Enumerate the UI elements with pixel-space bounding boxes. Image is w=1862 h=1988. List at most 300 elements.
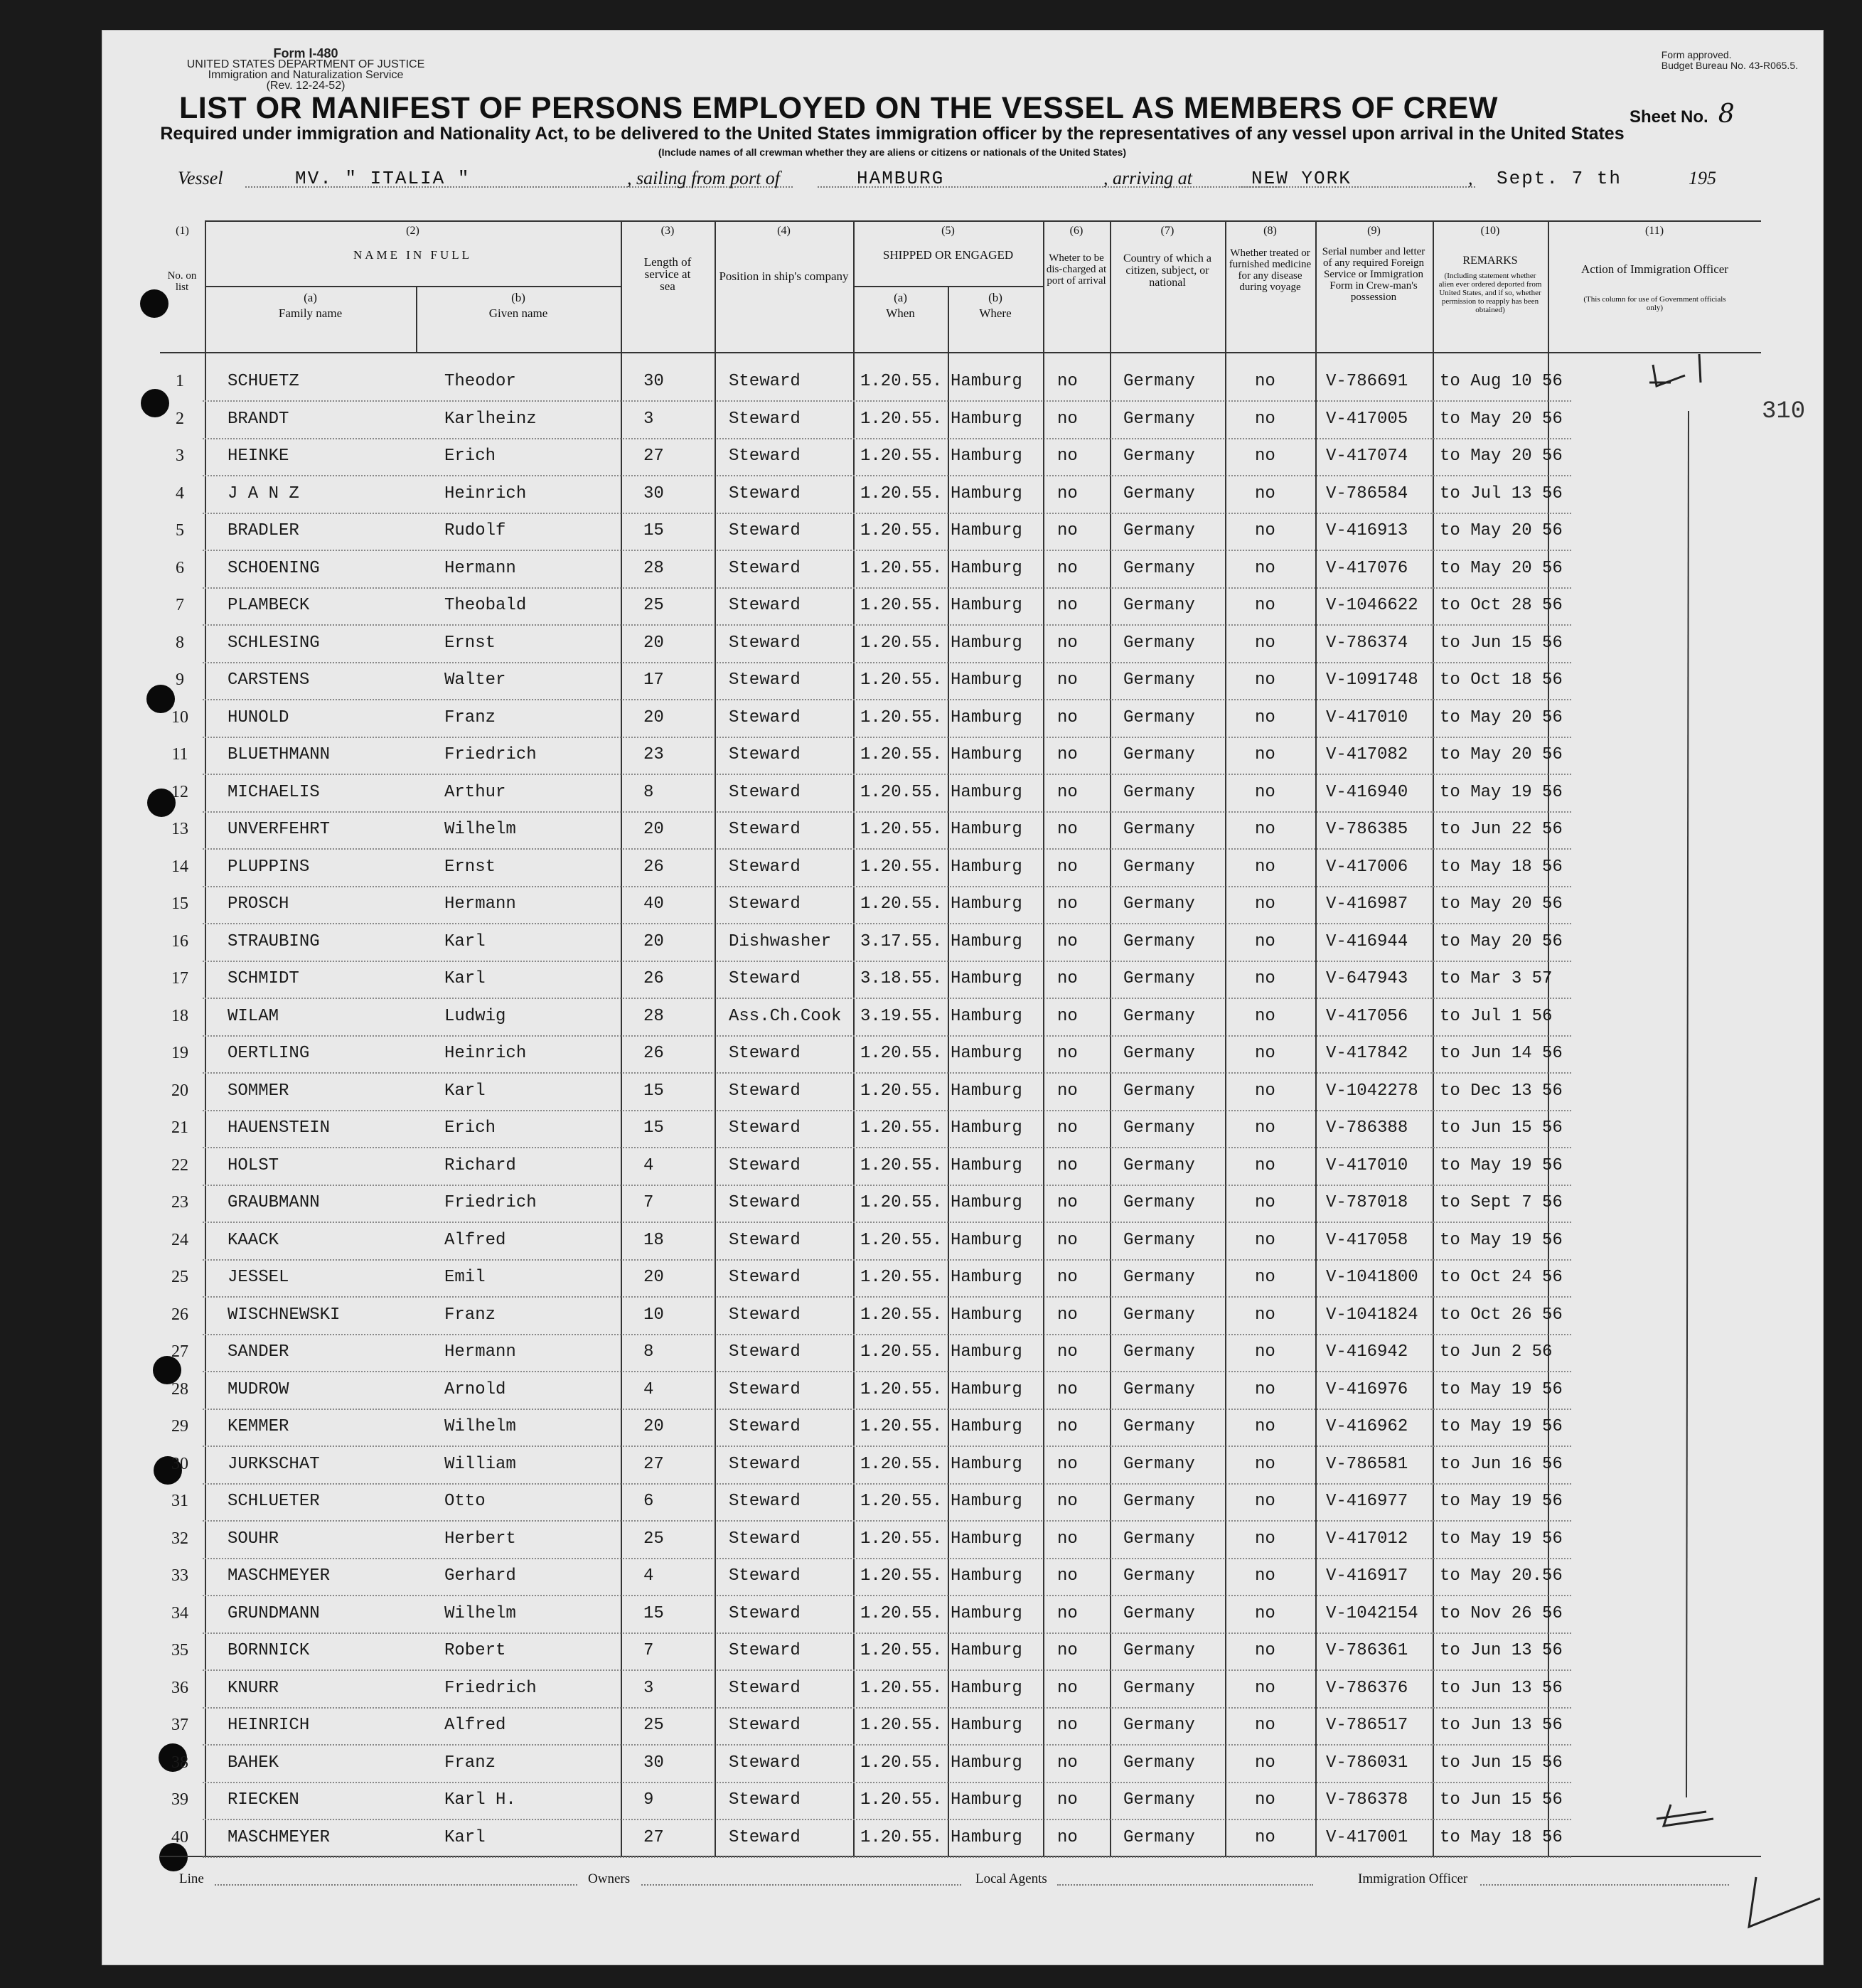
cell-position: Steward	[729, 521, 801, 540]
cell-family: BAHEK	[228, 1753, 279, 1773]
cell-med: no	[1255, 1155, 1275, 1175]
cell-disch: no	[1057, 1417, 1078, 1436]
cell-when: 1.20.55.	[860, 1566, 943, 1586]
cell-where: Hamburg	[951, 857, 1022, 877]
cell-serial: V-417012	[1326, 1529, 1408, 1549]
cell-when: 1.20.55.	[860, 1454, 943, 1474]
table-row	[160, 1598, 1799, 1636]
cell-med: no	[1255, 1716, 1275, 1735]
cell-family: UNVERFEHRT	[228, 820, 331, 839]
cell-serial: V-1042154	[1326, 1603, 1418, 1623]
col-num-7: (7)	[1160, 225, 1175, 237]
cell-position: Steward	[729, 1492, 801, 1511]
cell-med: no	[1255, 1827, 1275, 1847]
table-row	[160, 1038, 1799, 1076]
cell-remarks: to Jul 13 56	[1440, 483, 1563, 503]
cell-no: 38	[171, 1753, 188, 1772]
cell-position: Steward	[729, 1118, 801, 1138]
cell-disch: no	[1057, 447, 1078, 466]
vessel-label: Vessel	[178, 168, 223, 188]
cell-family: J A N Z	[228, 483, 299, 503]
table-row	[160, 1411, 1799, 1449]
header-position: Position in ship's company	[719, 269, 849, 283]
cell-med: no	[1255, 1305, 1275, 1325]
cell-when: 1.20.55.	[860, 633, 943, 653]
cell-where: Hamburg	[951, 1305, 1022, 1325]
cell-remarks: to May 19 56	[1440, 1492, 1563, 1511]
header-given-name: Given name	[488, 306, 548, 320]
cell-length: 20	[643, 931, 664, 951]
cell-remarks: to Nov 26 56	[1440, 1603, 1563, 1623]
cell-remarks: to Mar 3 57	[1440, 969, 1553, 988]
cell-position: Ass.Ch.Cook	[729, 1006, 842, 1026]
cell-no: 15	[171, 894, 188, 913]
table-row	[160, 479, 1799, 516]
table-row	[160, 1262, 1799, 1300]
footer-agents-label: Local Agents	[975, 1871, 1047, 1886]
sailing-label: , sailing from port of	[627, 168, 781, 188]
cell-remarks: to May 20 56	[1440, 521, 1563, 540]
cell-where: Hamburg	[951, 1753, 1022, 1773]
cell-length: 40	[643, 894, 664, 914]
cell-remarks: to May 20.56	[1440, 1566, 1563, 1586]
cell-when: 1.20.55.	[860, 558, 943, 578]
cell-position: Steward	[729, 1155, 801, 1175]
cell-length: 4	[643, 1566, 654, 1586]
cell-where: Hamburg	[951, 1492, 1022, 1511]
cell-family: BORNNICK	[228, 1641, 310, 1660]
cell-no: 9	[176, 670, 184, 689]
cell-country: Germany	[1123, 745, 1195, 764]
cell-remarks: to Jun 14 56	[1440, 1044, 1563, 1063]
cell-where: Hamburg	[951, 670, 1022, 690]
revision: (Rev. 12-24-52)	[266, 80, 346, 92]
cell-family: MUDROW	[228, 1379, 289, 1399]
cell-remarks: to May 18 56	[1440, 1827, 1563, 1847]
cell-family: KAACK	[228, 1230, 279, 1250]
cell-no: 16	[171, 931, 188, 951]
cell-no: 37	[171, 1716, 188, 1734]
cell-where: Hamburg	[951, 372, 1022, 391]
cell-remarks: to May 18 56	[1440, 857, 1563, 877]
cell-med: no	[1255, 1678, 1275, 1698]
table-row	[160, 1673, 1799, 1711]
cell-where: Hamburg	[951, 1006, 1022, 1026]
cell-no: 8	[176, 633, 184, 652]
service: Immigration and Naturalization Service	[208, 69, 404, 81]
cell-length: 15	[643, 1603, 664, 1623]
cell-where: Hamburg	[951, 1155, 1022, 1175]
cell-length: 20	[643, 820, 664, 839]
cell-country: Germany	[1123, 1492, 1195, 1511]
cell-where: Hamburg	[951, 820, 1022, 839]
cell-when: 1.20.55.	[860, 670, 943, 690]
cell-remarks: to May 20 56	[1440, 894, 1563, 914]
cell-country: Germany	[1123, 931, 1195, 951]
cell-length: 10	[643, 1305, 664, 1325]
cell-length: 20	[643, 1417, 664, 1436]
arrival-year: 195	[1689, 168, 1716, 188]
cell-position: Steward	[729, 857, 801, 877]
cell-no: 2	[176, 409, 184, 428]
cell-when: 1.20.55.	[860, 1827, 943, 1847]
cell-disch: no	[1057, 931, 1078, 951]
cell-country: Germany	[1123, 1342, 1195, 1362]
cell-serial: V-417010	[1326, 1155, 1408, 1175]
cell-position: Dishwasher	[729, 931, 832, 951]
cell-country: Germany	[1123, 558, 1195, 578]
cell-length: 30	[643, 372, 664, 391]
cell-no: 34	[171, 1603, 188, 1623]
cell-serial: V-417082	[1326, 745, 1408, 764]
cell-disch: no	[1057, 558, 1078, 578]
cell-position: Steward	[729, 1379, 801, 1399]
cell-disch: no	[1057, 1827, 1078, 1847]
cell-disch: no	[1057, 1155, 1078, 1175]
cell-position: Steward	[729, 1044, 801, 1063]
cell-serial: V-786385	[1326, 820, 1408, 839]
cell-where: Hamburg	[951, 1603, 1022, 1623]
cell-med: no	[1255, 1268, 1275, 1287]
cell-serial: V-1091748	[1326, 670, 1418, 690]
cell-length: 7	[643, 1641, 654, 1660]
cell-no: 10	[171, 707, 188, 727]
cell-family: BLUETHMANN	[228, 745, 331, 764]
cell-position: Steward	[729, 1827, 801, 1847]
cell-family: BRADLER	[228, 521, 299, 540]
arrival-date: Sept. 7 th	[1497, 168, 1622, 189]
cell-remarks: to Jun 15 56	[1440, 1753, 1563, 1773]
cell-where: Hamburg	[951, 1342, 1022, 1362]
cell-where: Hamburg	[951, 1529, 1022, 1549]
cell-given: Hermann	[444, 1342, 516, 1362]
cell-given: Franz	[444, 1305, 496, 1325]
cell-position: Steward	[729, 633, 801, 653]
cell-where: Hamburg	[951, 969, 1022, 988]
cell-position: Steward	[729, 483, 801, 503]
cell-when: 1.20.55.	[860, 1529, 943, 1549]
cell-where: Hamburg	[951, 1230, 1022, 1250]
cell-given: Wilhelm	[444, 1603, 516, 1623]
header-medicine: Whether treated or furnished medicine for any disease during voyage	[1229, 247, 1312, 293]
cell-country: Germany	[1123, 1081, 1195, 1101]
cell-country: Germany	[1123, 1603, 1195, 1623]
col-num-9: (9)	[1367, 225, 1381, 237]
col-num-1: (1)	[176, 225, 189, 237]
header-country: Country of which a citizen, subject, or national	[1123, 252, 1211, 289]
cell-no: 32	[171, 1529, 188, 1548]
table-row	[160, 441, 1799, 479]
cell-serial: V-786517	[1326, 1716, 1408, 1735]
table-row	[160, 889, 1799, 926]
cell-disch: no	[1057, 707, 1078, 727]
cell-given: Erich	[444, 447, 496, 466]
cell-family: PROSCH	[228, 894, 289, 914]
cell-disch: no	[1057, 1454, 1078, 1474]
cell-position: Steward	[729, 447, 801, 466]
cell-when: 1.20.55.	[860, 1641, 943, 1660]
header-length: Length of service at sea	[643, 255, 692, 293]
cell-when: 1.20.55.	[860, 409, 943, 429]
cell-when: 1.20.55.	[860, 707, 943, 727]
cell-disch: no	[1057, 1379, 1078, 1399]
cell-family: SANDER	[228, 1342, 289, 1362]
cell-serial: V-416913	[1326, 521, 1408, 540]
footer-officer-label: Immigration Officer	[1358, 1871, 1468, 1886]
footer-line-label: Line	[179, 1871, 204, 1886]
table-row	[160, 963, 1799, 1001]
cell-remarks: to May 19 56	[1440, 1529, 1563, 1549]
cell-disch: no	[1057, 1790, 1078, 1810]
cell-length: 20	[643, 1268, 664, 1287]
cell-disch: no	[1057, 1716, 1078, 1735]
cell-med: no	[1255, 1641, 1275, 1660]
cell-position: Steward	[729, 1678, 801, 1698]
cell-country: Germany	[1123, 1268, 1195, 1287]
cell-family: PLUPPINS	[228, 857, 310, 877]
cell-where: Hamburg	[951, 633, 1022, 653]
cell-position: Steward	[729, 1081, 801, 1101]
cell-length: 3	[643, 409, 654, 429]
cell-med: no	[1255, 707, 1275, 727]
cell-no: 12	[171, 782, 188, 801]
cell-country: Germany	[1123, 1529, 1195, 1549]
cell-no: 13	[171, 820, 188, 838]
cell-given: Wilhelm	[444, 820, 516, 839]
cell-when: 1.20.55.	[860, 782, 943, 802]
cell-disch: no	[1057, 1118, 1078, 1138]
cell-med: no	[1255, 1566, 1275, 1586]
cell-when: 1.20.55.	[860, 857, 943, 877]
cell-when: 1.20.55.	[860, 745, 943, 764]
header-serial: Serial number and letter of any required Foreign Service or Immigration Form in Crew-man's possession	[1322, 246, 1425, 303]
cell-disch: no	[1057, 1305, 1078, 1325]
cell-med: no	[1255, 558, 1275, 578]
cell-position: Steward	[729, 372, 801, 391]
cell-no: 1	[176, 372, 184, 390]
cell-disch: no	[1057, 596, 1078, 615]
arrival-port: NEW YORK	[1251, 168, 1352, 189]
cell-where: Hamburg	[951, 931, 1022, 951]
cell-given: Karl	[444, 931, 486, 951]
cell-disch: no	[1057, 372, 1078, 391]
cell-serial: V-417005	[1326, 409, 1408, 429]
cell-disch: no	[1057, 894, 1078, 914]
cell-where: Hamburg	[951, 596, 1022, 615]
cell-country: Germany	[1123, 409, 1195, 429]
cell-serial: V-416917	[1326, 1566, 1408, 1586]
header-where-b: (b)	[988, 291, 1002, 304]
col-num-2: (2)	[406, 225, 419, 237]
col-num-6: (6)	[1069, 225, 1084, 237]
cell-length: 23	[643, 745, 664, 764]
cell-when: 1.20.55.	[860, 1230, 943, 1250]
cell-med: no	[1255, 1081, 1275, 1101]
cell-serial: V-786388	[1326, 1118, 1408, 1138]
cell-position: Steward	[729, 1790, 801, 1810]
cell-disch: no	[1057, 1081, 1078, 1101]
cell-no: 23	[171, 1193, 188, 1212]
cell-remarks: to Aug 10 56	[1440, 372, 1563, 391]
cell-length: 4	[643, 1155, 654, 1175]
vessel-line: Vessel MV. " ITALIA " , sailing from port of HAMBURG , arriving at NEW YORK , Sept. 7 th 195	[178, 168, 1716, 189]
cell-given: Hermann	[444, 894, 516, 914]
cell-country: Germany	[1123, 857, 1195, 877]
cell-disch: no	[1057, 633, 1078, 653]
cell-country: Germany	[1123, 447, 1195, 466]
cell-family: HUNOLD	[228, 707, 289, 727]
cell-when: 1.20.55.	[860, 1603, 943, 1623]
cell-serial: V-786374	[1326, 633, 1408, 653]
cell-given: Theobald	[444, 596, 527, 615]
cell-family: SCHMIDT	[228, 969, 299, 988]
cell-where: Hamburg	[951, 1118, 1022, 1138]
cell-disch: no	[1057, 820, 1078, 839]
cell-remarks: to Jun 16 56	[1440, 1454, 1563, 1474]
cell-serial: V-1042278	[1326, 1081, 1418, 1101]
cell-family: KEMMER	[228, 1417, 289, 1436]
cell-family: GRUNDMANN	[228, 1603, 320, 1623]
cell-disch: no	[1057, 1230, 1078, 1250]
cell-family: HEINRICH	[228, 1716, 310, 1735]
table-row	[160, 777, 1799, 815]
cell-serial: V-786581	[1326, 1454, 1408, 1474]
table-row	[160, 1225, 1799, 1263]
subnote: (Include names of all crewman whether they are aliens or citizens or nationals of the United States)	[658, 146, 1127, 158]
cell-given: Herbert	[444, 1529, 516, 1549]
cell-remarks: to Jun 13 56	[1440, 1641, 1563, 1660]
cell-family: SOUHR	[228, 1529, 279, 1549]
cell-position: Steward	[729, 1268, 801, 1287]
cell-country: Germany	[1123, 894, 1195, 914]
header-remarks-note: (Including statement whether alien ever ordered deported from United States, and if so, whether permission to reapply has been obtained)	[1438, 272, 1542, 314]
cell-serial: V-416944	[1326, 931, 1408, 951]
cell-serial: V-416987	[1326, 894, 1408, 914]
cell-when: 1.20.55.	[860, 596, 943, 615]
cell-family: RIECKEN	[228, 1790, 299, 1810]
cell-length: 8	[643, 782, 654, 802]
cell-serial: V-786031	[1326, 1753, 1408, 1773]
cell-family: SOMMER	[228, 1081, 289, 1101]
budget-bureau: Budget Bureau No. 43-R065.5.	[1661, 60, 1798, 71]
cell-med: no	[1255, 857, 1275, 877]
cell-serial: V-786361	[1326, 1641, 1408, 1660]
col-num-11: (11)	[1644, 225, 1664, 237]
cell-family: MASCHMEYER	[228, 1566, 331, 1586]
cell-serial: V-417001	[1326, 1827, 1408, 1847]
cell-med: no	[1255, 820, 1275, 839]
cell-med: no	[1255, 745, 1275, 764]
cell-where: Hamburg	[951, 483, 1022, 503]
cell-family: MASCHMEYER	[228, 1827, 331, 1847]
cell-length: 30	[643, 1753, 664, 1773]
cell-country: Germany	[1123, 1305, 1195, 1325]
cell-remarks: to May 20 56	[1440, 558, 1563, 578]
cell-med: no	[1255, 372, 1275, 391]
cell-remarks: to May 19 56	[1440, 1155, 1563, 1175]
cell-med: no	[1255, 1790, 1275, 1810]
cell-position: Steward	[729, 409, 801, 429]
cell-when: 1.20.55.	[860, 1417, 943, 1436]
table-row	[160, 553, 1799, 591]
cell-position: Steward	[729, 1529, 801, 1549]
cell-length: 28	[643, 558, 664, 578]
cell-no: 3	[176, 447, 184, 465]
cell-when: 1.20.55.	[860, 1044, 943, 1063]
cell-country: Germany	[1123, 596, 1195, 615]
cell-serial: V-417842	[1326, 1044, 1408, 1063]
cell-remarks: to Jun 2 56	[1440, 1342, 1553, 1362]
cell-when: 1.20.55.	[860, 1081, 943, 1101]
cell-given: Alfred	[444, 1230, 506, 1250]
cell-position: Steward	[729, 820, 801, 839]
cell-length: 18	[643, 1230, 664, 1250]
cell-serial: V-1041800	[1326, 1268, 1418, 1287]
cell-length: 15	[643, 521, 664, 540]
cell-position: Steward	[729, 707, 801, 727]
cell-country: Germany	[1123, 1716, 1195, 1735]
cell-where: Hamburg	[951, 1454, 1022, 1474]
cell-given: Wilhelm	[444, 1417, 516, 1436]
table-row	[160, 1187, 1799, 1225]
table-row	[160, 814, 1799, 852]
cell-no: 19	[171, 1044, 188, 1062]
cell-serial: V-787018	[1326, 1193, 1408, 1212]
cell-no: 22	[171, 1155, 188, 1175]
cell-country: Germany	[1123, 1379, 1195, 1399]
cell-when: 1.20.55.	[860, 894, 943, 914]
cell-serial: V-786378	[1326, 1790, 1408, 1810]
table-row	[160, 926, 1799, 964]
cell-country: Germany	[1123, 1417, 1195, 1436]
cell-country: Germany	[1123, 521, 1195, 540]
cell-where: Hamburg	[951, 894, 1022, 914]
cell-serial: V-786584	[1326, 483, 1408, 503]
cell-when: 1.20.55.	[860, 1305, 943, 1325]
cell-position: Steward	[729, 969, 801, 988]
table-row	[160, 1710, 1799, 1748]
cell-length: 25	[643, 1529, 664, 1549]
cell-where: Hamburg	[951, 1044, 1022, 1063]
cell-where: Hamburg	[951, 558, 1022, 578]
cell-position: Steward	[729, 1417, 801, 1436]
cell-remarks: to May 20 56	[1440, 931, 1563, 951]
cell-country: Germany	[1123, 1230, 1195, 1250]
cell-country: Germany	[1123, 1678, 1195, 1698]
table-row	[160, 1785, 1799, 1822]
cell-remarks: to Jun 13 56	[1440, 1678, 1563, 1698]
cell-family: SCHOENING	[228, 558, 320, 578]
table-row	[160, 1076, 1799, 1113]
cell-length: 27	[643, 1454, 664, 1474]
side-number: 310	[1762, 398, 1806, 425]
header-remarks: REMARKS	[1462, 255, 1518, 267]
cell-no: 14	[171, 857, 188, 876]
cell-serial: V-647943	[1326, 969, 1408, 988]
cell-length: 17	[643, 670, 664, 690]
cell-med: no	[1255, 447, 1275, 466]
corner-mark	[1742, 1870, 1827, 1934]
cell-when: 1.20.55.	[860, 820, 943, 839]
cell-where: Hamburg	[951, 1678, 1022, 1698]
cell-disch: no	[1057, 521, 1078, 540]
cell-no: 21	[171, 1118, 188, 1137]
cell-remarks: to Oct 28 56	[1440, 596, 1563, 615]
cell-family: PLAMBECK	[228, 596, 310, 615]
cell-med: no	[1255, 596, 1275, 615]
table-row	[160, 590, 1799, 628]
cell-disch: no	[1057, 670, 1078, 690]
